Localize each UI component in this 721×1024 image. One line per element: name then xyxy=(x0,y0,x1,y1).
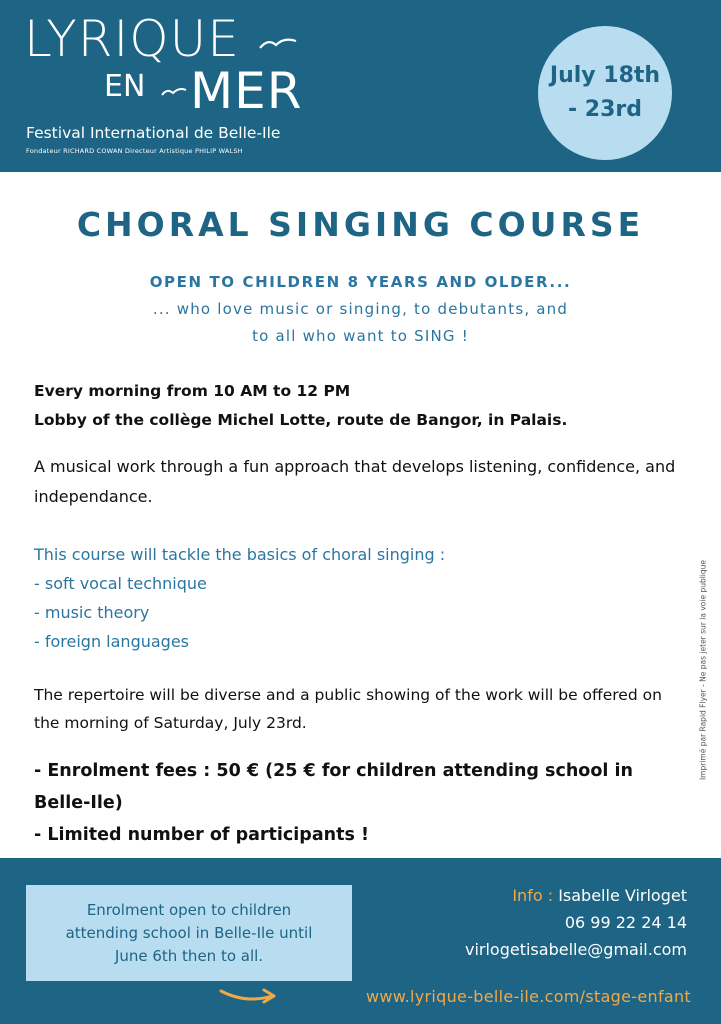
enrolment-notice xyxy=(26,885,352,981)
course-topics xyxy=(34,540,445,656)
founders-credit: Fondateur RICHARD COWAN Directeur Artistique PHILIP WALSH xyxy=(26,147,243,155)
website-link[interactable]: www.lyrique-belle-ile.com/stage-enfant xyxy=(365,987,691,1006)
date-end: - 23rd xyxy=(567,97,642,122)
schedule-time: Every morning from 10 AM to 12 PM xyxy=(34,382,351,400)
course-description: A musical work through a fun approach that develops listening, confidence, and independance. xyxy=(34,457,676,506)
seagull-icon xyxy=(258,36,298,52)
enrolment-fees: - Enrolment fees : 50 € (25 € for children attending school in Belle-Ile) xyxy=(34,761,633,813)
enrolment-line3: June 6th then to all. xyxy=(114,946,264,965)
contact-phone[interactable]: 06 99 22 24 14 xyxy=(564,913,687,932)
date-start: July 18th xyxy=(549,63,661,88)
participants-limit: - Limited number of participants ! xyxy=(34,825,369,845)
logo-lyrique: LYRIQUE xyxy=(24,10,240,68)
enrolment-line2: attending school in Belle-Ile until xyxy=(65,923,313,942)
seagull-small-icon xyxy=(160,86,188,98)
fees-block xyxy=(34,755,674,851)
contact-name: Isabelle Virloget xyxy=(558,886,687,905)
repertoire-text: The repertoire will be diverse and a public showing of the work will be offered on the morning of Saturday, July 23rd. xyxy=(34,686,662,732)
course-intro: This course will tackle the basics of choral singing : xyxy=(34,545,446,564)
list-item: - music theory xyxy=(34,603,150,622)
info-label: Info : xyxy=(512,886,554,905)
contact-info xyxy=(465,882,687,963)
contact-email[interactable]: virlogetisabelle@gmail.com xyxy=(464,940,687,959)
date-badge xyxy=(538,26,672,160)
subtitle-audience: OPEN TO CHILDREN 8 YEARS AND OLDER... xyxy=(149,273,572,291)
enrolment-line1: Enrolment open to children xyxy=(86,900,292,919)
list-item: - foreign languages xyxy=(34,632,190,651)
logo-mer: MER xyxy=(190,62,303,120)
print-note: Imprimé par Rapid Flyer - Ne pas jeter sur la voie publique xyxy=(698,559,708,781)
schedule-block xyxy=(34,377,567,435)
subtitle-line2: ... who love music or singing, to debutants, and xyxy=(152,300,569,318)
arrow-right-icon xyxy=(218,984,282,1006)
contact-name-line xyxy=(465,882,687,909)
page-title: CHORAL SINGING COURSE xyxy=(76,205,645,244)
list-item: - soft vocal technique xyxy=(34,574,207,593)
festival-name: Festival International de Belle-Ile xyxy=(26,124,281,142)
subtitle-line3: to all who want to SING ! xyxy=(252,327,469,345)
schedule-place: Lobby of the collège Michel Lotte, route de Bangor, in Palais. xyxy=(34,411,568,429)
logo-en: EN xyxy=(104,69,146,104)
